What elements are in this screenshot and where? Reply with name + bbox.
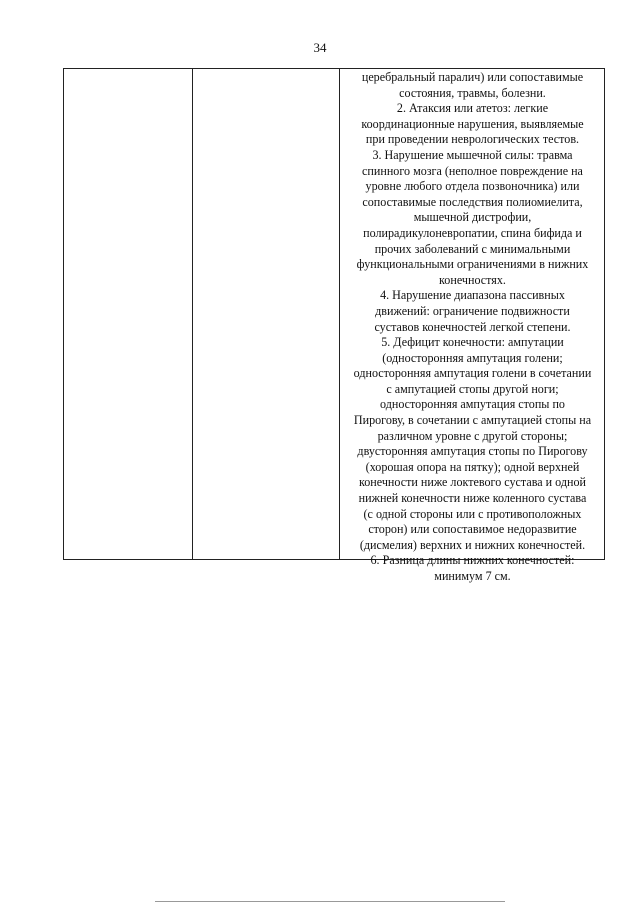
- description-line: с ампутацией стопы другой ноги;: [386, 381, 559, 396]
- description-line: минимум 7 см.: [434, 569, 511, 583]
- description-line: 6. Разница длины нижних конечностей:: [370, 553, 575, 568]
- description-line: 3. Нарушение мышечной силы: травма: [372, 147, 573, 162]
- description-line: суставов конечностей легкой степени.: [374, 319, 571, 334]
- column-divider-1: [192, 69, 193, 559]
- description-line: при проведении неврологических тестов.: [365, 132, 580, 147]
- description-line: нижней конечности ниже коленного сустава: [358, 491, 587, 506]
- description-line: уровне любого отдела позвоночника) или: [365, 179, 580, 194]
- description-line: сторон) или сопоставимое недоразвитие: [368, 522, 577, 537]
- description-line: двусторонняя ампутация стопы по Пирогову: [357, 444, 588, 459]
- description-line: координационные нарушения, выявляемые: [361, 116, 584, 131]
- description-line: односторонняя ампутация голени в сочетании: [353, 366, 592, 381]
- description-line: (хорошая опора на пятку); одной верхней: [365, 459, 580, 474]
- description-line: 2. Атаксия или атетоз: легкие: [396, 101, 549, 116]
- description-line: движений: ограничение подвижности: [375, 303, 570, 318]
- description-line: 4. Нарушение диапазона пассивных: [380, 288, 565, 303]
- description-line: 5. Дефицит конечности: ампутации: [381, 335, 564, 350]
- description-line: (односторонняя ампутация голени;: [382, 350, 563, 365]
- description-line: функциональными ограничениями в нижних: [356, 257, 589, 272]
- description-line: конечностях.: [439, 272, 506, 287]
- description-line: прочих заболеваний с минимальными: [374, 241, 571, 256]
- description-line: (дисмелия) верхних и нижних конечностей.: [359, 537, 586, 552]
- description-line: церебральный паралич) или сопоставимые: [361, 70, 584, 84]
- scan-edge-line: [155, 901, 505, 902]
- description-line: односторонняя ампутация стопы по: [380, 397, 565, 412]
- description-line: конечности ниже локтевого сустава и одной: [359, 475, 586, 490]
- description-line: полирадикулоневропатии, спина бифида и: [363, 225, 582, 240]
- criteria-table: [63, 68, 605, 583]
- description-line: (с одной стороны или с противоположных: [363, 506, 582, 521]
- description-line: спинного мозга (неполное повреждение на: [362, 163, 583, 178]
- description-line: состояния, травмы, болезни.: [399, 85, 546, 100]
- criteria-description-cell: [340, 70, 605, 585]
- description-line: мышечной дистрофии,: [413, 210, 532, 225]
- description-line: различном уровне с другой стороны;: [377, 428, 568, 443]
- page-number: 34: [313, 40, 327, 55]
- description-line: Пирогову, в сочетании с ампутацией стопы на: [353, 413, 592, 428]
- description-line: сопоставимые последствия полиомиелита,: [362, 194, 583, 209]
